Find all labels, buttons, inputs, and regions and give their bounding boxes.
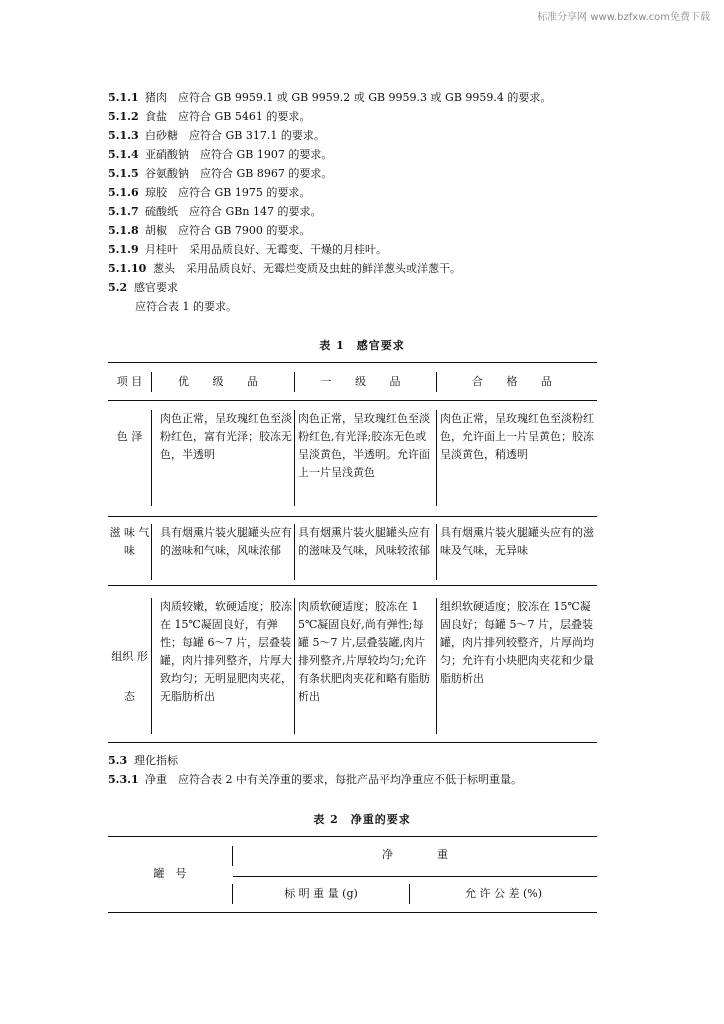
row-label: 组织 形态 <box>111 650 148 703</box>
section-title: 理化指标 <box>134 754 178 767</box>
table-cell: 具有烟熏片装火腿罐头应有的滋味及气味，风味较浓郁 <box>298 526 430 557</box>
column-divider <box>294 524 295 580</box>
table-header: 一 级 品 <box>320 375 411 388</box>
table-rule <box>233 876 597 877</box>
list-item <box>108 185 724 201</box>
list-item <box>108 261 724 277</box>
column-divider <box>436 524 437 580</box>
column-divider <box>294 410 295 506</box>
row-label: 色 泽 <box>116 430 143 443</box>
table-rule <box>108 836 597 837</box>
table-rule <box>108 742 597 743</box>
clause-text: 白砂糖 应符合 GB 317.1 的要求。 <box>145 129 325 142</box>
column-divider <box>151 598 152 734</box>
list-item <box>108 223 724 239</box>
list-item <box>108 109 724 125</box>
section-heading <box>108 753 724 769</box>
clause-text: 亚硝酸钠 应符合 GB 1907 的要求。 <box>145 148 333 161</box>
table-cell: 组织软硬适度；胶冻在 15℃凝固良好；每罐 5～7 片，层叠装罐，肉片排列较整齐，片厚尚均匀；允许有小块肥肉夹花和少量脂肪析出 <box>440 600 594 685</box>
clause-number: 5.1.10 <box>108 262 147 275</box>
section-number: 5.3 <box>108 754 128 767</box>
table-cell: 肉色正常，呈玫瑰红色至淡粉红色，富有光泽；胶冻无色，半透明 <box>160 412 292 461</box>
table-rule <box>108 400 597 401</box>
section-heading <box>108 280 724 296</box>
clause-number: 5.1.8 <box>108 224 139 237</box>
clause-number: 5.1.2 <box>108 110 139 123</box>
column-divider <box>436 410 437 506</box>
clause-number: 5.3.1 <box>108 773 139 786</box>
section-body: 应符合表 1 的要求。 <box>135 300 237 313</box>
section-title: 感官要求 <box>134 281 178 294</box>
column-divider <box>151 524 152 580</box>
table-cell: 肉质较嫩，软硬适度；胶冻在 15℃凝固良好，有弹性；每罐 6～7 片，层叠装罐，肉片排列整齐，片厚大致均匀；无明显肥肉夹花，无脂肪析出 <box>160 600 292 703</box>
table-header: 合 格 品 <box>472 375 562 388</box>
section-number: 5.2 <box>108 281 128 294</box>
list-item <box>108 90 724 106</box>
list-item <box>108 128 724 144</box>
clause-text: 月桂叶 采用品质良好、无霉变、干燥的月桂叶。 <box>145 243 387 256</box>
list-item <box>108 147 724 163</box>
table-rule <box>108 585 597 586</box>
clause-number: 5.1.1 <box>108 91 139 104</box>
list-item <box>108 204 724 220</box>
table-title: 表 2 净重的要求 <box>313 813 411 826</box>
list-item <box>108 166 724 182</box>
table-cell: 肉色正常，呈玫瑰红色至淡粉红色，允许面上一片呈黄色；胶冻呈淡黄色，稍透明 <box>440 412 594 461</box>
clause-text: 谷氨酸钠 应符合 GB 8967 的要求。 <box>145 167 333 180</box>
table-header: 标 明 重 量 (g) <box>284 887 358 900</box>
clause-text: 胡椒 应符合 GB 7900 的要求。 <box>145 224 311 237</box>
watermark: 标准分享网 www.bzfxw.com免费下载 <box>537 12 710 23</box>
column-divider <box>294 598 295 734</box>
table-header: 罐 号 <box>153 867 187 880</box>
clause-text: 猪肉 应符合 GB 9959.1 或 GB 9959.2 或 GB 9959.3 或 GB 9959.4 的要求。 <box>145 91 552 104</box>
clause-number: 5.1.7 <box>108 205 139 218</box>
clause-number: 5.1.5 <box>108 167 139 180</box>
table-cell: 具有烟熏片装火腿罐头应有的滋味及气味，无异味 <box>440 526 594 557</box>
clause-number: 5.1.4 <box>108 148 139 161</box>
table-cell: 肉质软硬适度；胶冻在 15℃凝固良好,尚有弹性;每罐 5～7 片,层叠装罐,肉片排列整齐,片厚较均匀;允许有条状肥肉夹花和略有脂肪析出 <box>298 600 430 703</box>
table-rule <box>108 516 597 517</box>
table-rule <box>108 362 597 363</box>
row-label: 滋 味 气 味 <box>109 526 150 557</box>
clause-text: 食盐 应符合 GB 5461 的要求。 <box>145 110 311 123</box>
table-header: 项 目 <box>116 375 143 388</box>
clause-text: 葱头 采用品质良好、无霉烂变质及虫蛀的鲜洋葱头或洋葱干。 <box>153 262 461 275</box>
table-header: 优 级 品 <box>178 375 268 388</box>
column-divider <box>436 598 437 734</box>
clause-number: 5.1.9 <box>108 243 139 256</box>
clause-text: 琼胶 应符合 GB 1975 的要求。 <box>145 186 311 199</box>
clause-line <box>108 772 724 788</box>
clause-number: 5.1.3 <box>108 129 139 142</box>
table-header: 允 许 公 差 (%) <box>464 887 543 900</box>
clause-text: 净重 应符合表 2 中有关净重的要求，每批产品平均净重应不低于标明重量。 <box>145 773 522 786</box>
clause-number: 5.1.6 <box>108 186 139 199</box>
table-title: 表 1 感官要求 <box>319 339 405 352</box>
table-header: 净 重 <box>382 848 448 861</box>
list-item <box>108 242 724 258</box>
table-cell: 肉色正常，呈玫瑰红色至淡粉红色,有光泽;胶冻无色或呈淡黄色，半透明。允许面上一片呈浅黄色 <box>298 412 430 479</box>
column-divider <box>151 410 152 506</box>
clause-text: 硫酸纸 应符合 GBn 147 的要求。 <box>145 205 322 218</box>
table-cell: 具有烟熏片装火腿罐头应有的滋味和气味，风味浓郁 <box>160 526 292 557</box>
table-rule <box>108 912 597 913</box>
